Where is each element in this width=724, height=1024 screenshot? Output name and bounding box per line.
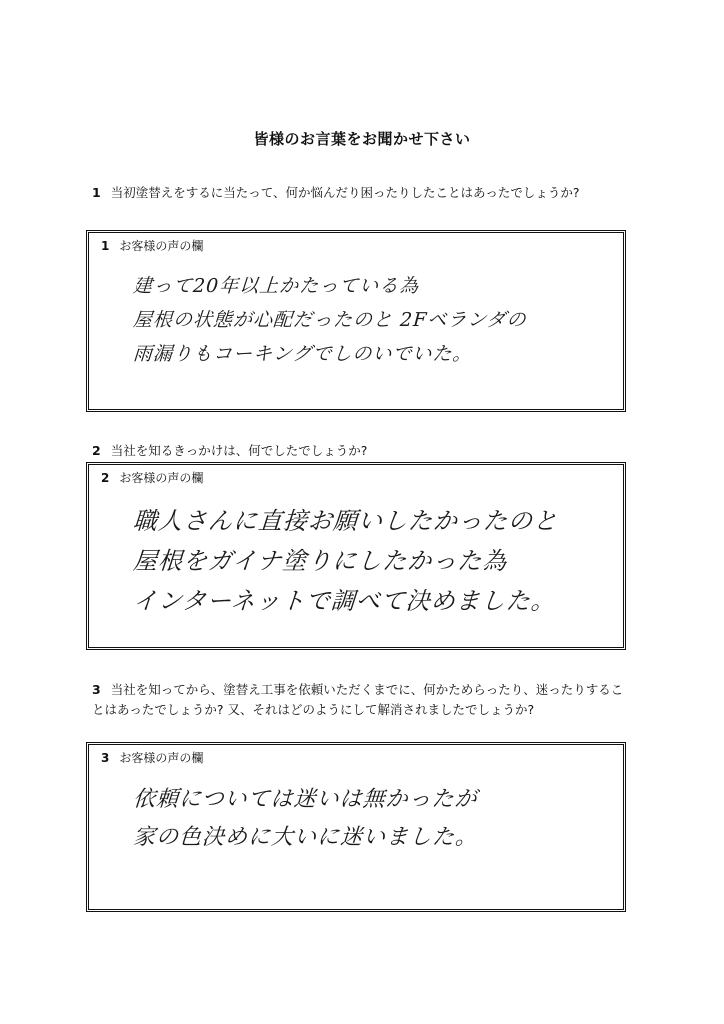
answer-line: 屋根の状態が心配だったのと 2Fベランダの <box>132 309 528 331</box>
question-number: 2 <box>92 443 101 458</box>
question-number: 3 <box>92 682 101 697</box>
box-number: 3 <box>101 751 110 765</box>
question-2 <box>92 441 632 461</box>
answer-line: 依頼については迷いは無かったが <box>132 787 479 812</box>
answer-box-2 <box>86 462 626 650</box>
question-text: 当社を知るきっかけは、何でしたでしょうか? <box>110 443 368 458</box>
handwritten-answer <box>133 269 527 371</box>
handwritten-answer <box>133 501 558 621</box>
answer-line: 雨漏りもコーキングでしのいでいた。 <box>132 343 474 365</box>
answer-line: 建って20年以上かたっている為 <box>132 275 420 297</box>
box-number: 2 <box>101 471 110 485</box>
box-number: 1 <box>101 239 110 253</box>
question-text: 当初塗替えをするに当たって、何か悩んだり困ったりしたことはあったでしょうか? <box>110 185 580 200</box>
box-label <box>101 749 203 766</box>
answer-line: 屋根をガイナ塗りにしたかった為 <box>132 547 509 575</box>
handwritten-answer <box>133 781 478 857</box>
question-3 <box>92 680 632 720</box>
page-title: 皆様のお言葉をお聞かせ下さい <box>253 130 471 148</box>
box-label-text: お客様の声の欄 <box>119 751 204 765</box>
answer-line: インターネットで調べて決めました。 <box>132 587 557 615</box>
answer-box-1 <box>86 230 626 412</box>
question-1 <box>92 183 632 203</box>
answer-line: 家の色決めに大いに迷いました。 <box>132 825 479 850</box>
question-number: 1 <box>92 185 101 200</box>
box-label-text: お客様の声の欄 <box>119 471 204 485</box>
box-label <box>101 237 203 254</box>
box-label-text: お客様の声の欄 <box>119 239 204 253</box>
box-label <box>101 469 203 486</box>
question-text: 当社を知ってから、塗替え工事を依頼いただくまでに、何かためらったり、迷ったりすることはあったでしょうか? 又、それはどのようにして解消されましたでしょうか? <box>92 682 624 717</box>
answer-box-3 <box>86 742 626 912</box>
answer-line: 職人さんに直接お願いしたかったのと <box>132 507 559 535</box>
